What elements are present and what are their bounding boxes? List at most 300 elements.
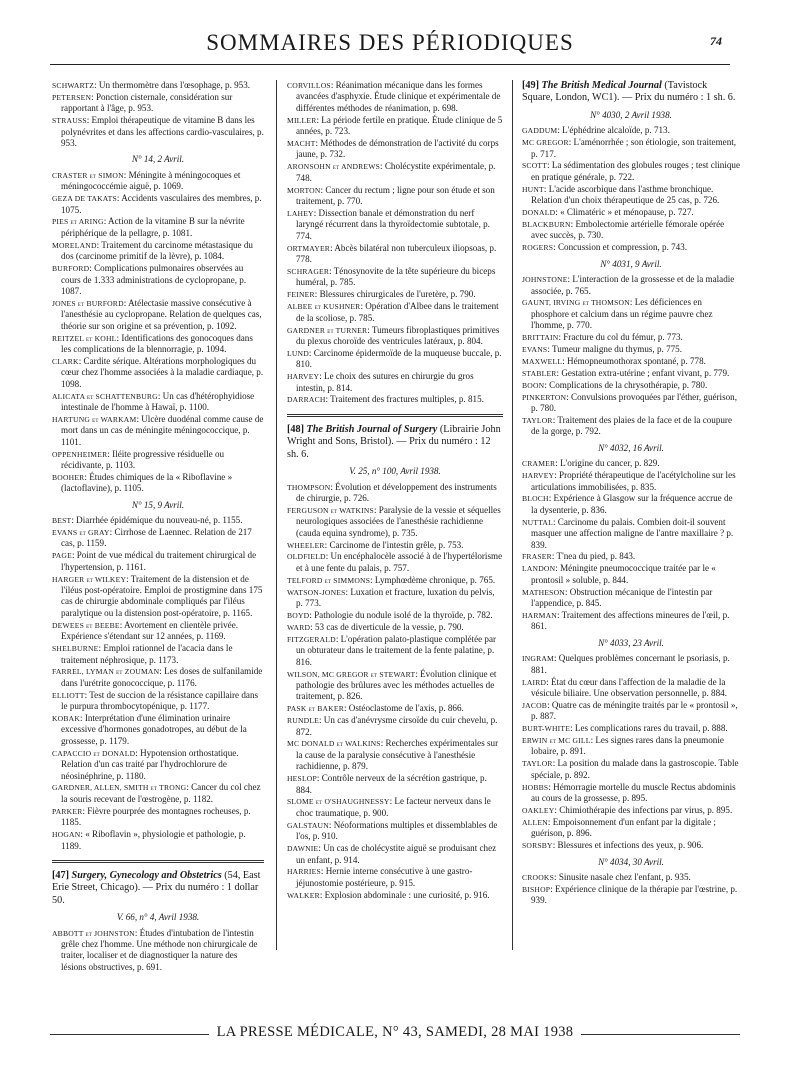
issue-heading: N° 4031, 9 Avril. bbox=[600, 258, 662, 269]
article-title: : Évolution clinique et pathologie des brûlures avec les méthodes actuelles de traitement, p. 826. bbox=[296, 668, 497, 702]
article-title: : Études d'intubation de l'intestin grêle chez l'homme. Une méthode non chirurgicale de traiter, localiser et de diagnostiquer la nature des lésions obstructives, p. 691. bbox=[61, 927, 258, 972]
article-entry bbox=[287, 575, 503, 586]
article-authors: ERWIN et MC GILL bbox=[522, 736, 591, 746]
article-title: : Opération d'Albee dans le traitement de la scoliose, p. 785. bbox=[296, 301, 499, 323]
column-divider bbox=[276, 80, 277, 950]
article-title: : Atélectasie massive consécutive à l'anesthésie au cyclopropane. Relation de quelques cas, théorie sur son origine et sa prévention, p. 1092. bbox=[61, 297, 262, 331]
article-authors: BOYD bbox=[287, 610, 310, 620]
article-title: : Les déficiences en phosphore et calcium dans un régime pauvre chez l'homme, p. 770. bbox=[531, 297, 713, 331]
article-entry bbox=[522, 758, 740, 781]
article-authors: SLOME et O'SHAUGHNESSY bbox=[287, 797, 390, 807]
article-title: : La sédimentation des globules rouges ; test clinique en pratique générale, p. 722. bbox=[531, 160, 741, 182]
article-entry bbox=[522, 415, 740, 438]
article-title: : Lymphœdème chronique, p. 765. bbox=[370, 574, 496, 585]
article-title: : Avortement en clientèle privée. Expérience s'étendant sur 12 années, p. 1169. bbox=[61, 619, 239, 642]
article-entry bbox=[522, 207, 740, 218]
article-authors: PETERSEN bbox=[52, 92, 92, 102]
article-authors: MILLER bbox=[287, 115, 317, 125]
article-title: : Tumeurs fibroplastiques primitives du plexus choroïde des ventricules latéraux, p. 804. bbox=[296, 324, 500, 346]
article-authors: BOON bbox=[522, 380, 545, 390]
article-title: : Blessures et infections des yeux, p. 906. bbox=[552, 840, 704, 851]
article-title: : Complications de la chrysothérapie, p. 780. bbox=[544, 379, 708, 390]
article-entry bbox=[522, 344, 740, 355]
article-title: : Convulsions provoquées par l'éther, guérison, p. 780. bbox=[531, 391, 737, 414]
article-authors: KOBAK bbox=[52, 714, 81, 724]
article-entry bbox=[287, 348, 503, 371]
article-entry bbox=[522, 297, 740, 331]
article-entry bbox=[287, 161, 503, 184]
article-title: : Les signes rares dans la pneumonie lobaire, p. 891. bbox=[531, 735, 724, 757]
article-entry bbox=[522, 653, 740, 676]
article-entry bbox=[52, 782, 264, 805]
journal-number: [48] bbox=[287, 423, 304, 435]
article-authors: HARVEY bbox=[522, 471, 555, 481]
article-authors: LANDON bbox=[522, 564, 556, 574]
article-entry bbox=[287, 208, 503, 242]
article-authors: EVANS bbox=[522, 345, 548, 355]
journal-details: (54, East Erie Street, Chicago). — Prix du numéro : 1 dollar 50. bbox=[52, 869, 261, 906]
article-authors: ARONSOHN et ANDREWS bbox=[287, 162, 381, 172]
article-title: : Le facteur nerveux dans le choc traumatique, p. 900. bbox=[296, 796, 491, 818]
article-entry bbox=[52, 620, 264, 643]
article-title: : Évolution et développement des instruments de chirurgie, p. 726. bbox=[296, 481, 497, 503]
article-title: : Action de la vitamine B sur la névrite périphérique de la pellagre, p. 1081. bbox=[61, 216, 245, 238]
article-entry bbox=[52, 690, 264, 713]
article-authors: BLOCH bbox=[522, 494, 549, 504]
article-authors: JACOB bbox=[522, 700, 548, 710]
article-entry bbox=[52, 193, 264, 216]
article-entry bbox=[52, 391, 264, 414]
article-title: : Propriété thérapeutique de l'acétylcholine sur les articulations immobilisées, p. 835. bbox=[531, 470, 736, 492]
article-authors: CRAMER bbox=[522, 459, 556, 469]
article-entry bbox=[287, 634, 503, 668]
article-entry bbox=[287, 243, 503, 266]
article-entry bbox=[287, 185, 503, 208]
article-title: : Néoformations multiples et dissemblables de l'os, p. 910. bbox=[296, 819, 498, 842]
article-title: : Les complications rares du travail, p. 888. bbox=[570, 723, 728, 734]
article-title: : Traitement des plaies de la face et de la coupure de la gorge, p. 792. bbox=[531, 414, 732, 437]
article-entry bbox=[287, 325, 503, 348]
article-authors: GARDNER et TURNER bbox=[287, 325, 368, 335]
article-entry bbox=[522, 782, 740, 805]
article-entry bbox=[287, 610, 503, 621]
article-entry bbox=[52, 550, 264, 573]
article-entry bbox=[52, 666, 264, 689]
article-title: : Paralysie de la vessie et séquelles neurologiques associées de l'anesthésie rachidienne (cauda equina syndrome), p. 735. bbox=[296, 504, 501, 538]
article-title: : Un cas d'hétérophyidiose intestinale de l'homme à Hawaï, p. 1100. bbox=[61, 390, 255, 412]
article-entry bbox=[522, 610, 740, 633]
article-authors: ELLIOTT bbox=[52, 690, 85, 700]
article-entry bbox=[52, 240, 264, 263]
article-authors: LUND bbox=[287, 348, 309, 358]
article-authors: WARD bbox=[287, 622, 311, 632]
article-authors: PIES et ARING bbox=[52, 217, 104, 227]
article-title: : Méningite à méningocoques et méningococcémie aiguë, p. 1069. bbox=[61, 169, 241, 192]
article-entry bbox=[287, 505, 503, 539]
article-authors: CAPACCIO et DONALD bbox=[52, 748, 136, 758]
article-authors: WATSON-JONES bbox=[287, 587, 346, 597]
article-authors: CLARK bbox=[52, 356, 79, 366]
journal-details: (Tavistock Square, London, WC1). — Prix du numéro : 1 sh. 6. bbox=[522, 80, 736, 104]
article-authors: FARREL, LYMAN et ZOUMAN bbox=[52, 667, 160, 677]
issue-heading: N° 4034, 30 Avril. bbox=[598, 856, 664, 867]
article-entry bbox=[522, 493, 740, 516]
article-entry bbox=[522, 470, 740, 493]
article-entry bbox=[522, 587, 740, 610]
page-footer bbox=[50, 1024, 740, 1044]
article-title: : Réanimation mécanique dans les formes avancées d'asphyxie. Étude clinique et expérimentale de différentes méthodes de réanimation, p. 698. bbox=[296, 80, 501, 113]
article-entry bbox=[287, 738, 503, 772]
article-authors: DARRACH bbox=[287, 395, 326, 405]
article-title: : Études chimiques de la « Riboflavine » (lactoflavine), p. 1105. bbox=[61, 471, 233, 494]
article-authors: BISHOP bbox=[522, 884, 551, 894]
article-entry bbox=[522, 368, 740, 379]
issue-heading: N° 4030, 2 Avril 1938. bbox=[590, 109, 672, 120]
article-authors: PINKERTON bbox=[522, 392, 567, 402]
article-title: : Chimiothérapie des infections par virus, p. 895. bbox=[554, 804, 733, 815]
article-title: : Cancer du rectum ; ligne pour son étude et son traitement, p. 770. bbox=[296, 184, 495, 207]
article-title: : Hernie interne consécutive à une gastro-jéjunostomie postérieure, p. 915. bbox=[296, 866, 473, 888]
article-authors: MACHT bbox=[287, 139, 316, 149]
article-authors: ROGERS bbox=[522, 243, 554, 253]
article-authors: FITZGERALD bbox=[287, 634, 336, 644]
article-title: : Pathologie du nodule isolé de la thyroïde, p. 782. bbox=[309, 609, 493, 620]
article-authors: HOBBS bbox=[522, 782, 549, 792]
issue-heading: N° 4032, 16 Avril. bbox=[598, 442, 664, 453]
article-entry bbox=[287, 138, 503, 161]
article-title: : L'opération palato-plastique complétée par un obturateur dans le traitement de la fente palatine, p. 816. bbox=[296, 633, 497, 667]
column-right bbox=[522, 80, 740, 907]
article-entry bbox=[287, 289, 503, 300]
journal-heading bbox=[522, 80, 740, 105]
article-entry bbox=[52, 298, 264, 332]
article-title: : Cholécystite expérimentale, p. 748. bbox=[296, 161, 496, 183]
article-authors: SCHRAGER bbox=[287, 267, 330, 276]
article-title: : Un cas d'anévrysme cirsoïde du cuir chevelu, p. 872. bbox=[296, 715, 498, 737]
article-title: : Un thermomètre dans l'œsophage, p. 953. bbox=[94, 80, 251, 90]
article-title: : Empoisonnement d'un enfant par la digitale ; guérison, p. 896. bbox=[531, 816, 716, 839]
article-title: : Blessures chirurgicales de l'uretère, p. 790. bbox=[314, 289, 476, 300]
article-title: : Hémorragie mortelle du muscle Rectus abdominis au cours de la grossesse, p. 895. bbox=[531, 781, 736, 804]
article-entry bbox=[52, 414, 264, 448]
article-entry bbox=[287, 371, 503, 394]
article-title: : Emploi thérapeutique de vitamine B dans les polynévrites et dans les affections cardio-vasculaires, p. 953. bbox=[61, 115, 264, 149]
article-entry bbox=[287, 394, 503, 405]
article-entry bbox=[522, 160, 740, 183]
article-entry bbox=[52, 713, 264, 747]
article-title: : Hémopneumothorax spontané, p. 778. bbox=[562, 355, 706, 366]
article-authors: TAYLOR bbox=[522, 759, 553, 769]
article-title: : Ténosynovite de la tête supérieure du biceps huméral, p. 785. bbox=[296, 266, 496, 288]
journal-number: [49] bbox=[522, 80, 539, 91]
article-title: : Diarrhée épidémique du nouveau-né, p. 1155. bbox=[71, 515, 243, 526]
article-authors: STRAUSS bbox=[52, 116, 87, 126]
article-authors: WILSON, MC GREGOR et STEWART bbox=[287, 669, 416, 679]
article-authors: MATHESON bbox=[522, 587, 565, 597]
article-authors: LAIRD bbox=[522, 677, 547, 687]
article-title: : Embolectomie artérielle fémorale opérée avec succès, p. 730. bbox=[531, 218, 725, 241]
article-authors: ALICATA et SCHATTENBURG bbox=[52, 391, 158, 401]
article-authors: SHELBURNE bbox=[52, 644, 99, 654]
article-title: : Méningite pneumococcique traitée par le « prontosil » soluble, p. 844. bbox=[531, 563, 716, 585]
article-title: : Recherches expérimentales sur la cause de la paralysie consécutive à l'anesthésie rachidienne, p. 879. bbox=[296, 738, 499, 772]
article-title: : Abcès bilatéral non tuberculeux iliopsoas, p. 778. bbox=[296, 242, 497, 265]
article-title: : Les doses de sulfanilamide dans l'urétrite gonococcique, p. 1176. bbox=[61, 666, 263, 688]
article-entry bbox=[287, 890, 503, 901]
article-entry bbox=[287, 266, 503, 289]
article-authors: STABLER bbox=[522, 368, 557, 378]
article-entry bbox=[287, 703, 503, 714]
article-title: : Carcinome épidermoïde de la muqueuse buccale, p. 810. bbox=[296, 347, 502, 370]
article-entry bbox=[52, 356, 264, 390]
article-entry bbox=[52, 170, 264, 193]
article-title: : Cancer du col chez la souris recevant de l'œstrogène, p. 1182. bbox=[61, 782, 261, 804]
column-left bbox=[52, 80, 264, 974]
article-entry bbox=[52, 92, 264, 115]
article-authors: THOMPSON bbox=[287, 482, 331, 492]
article-title: : Un encéphalocèle associé à de l'hypertélorisme et à une fente du palais, p. 757. bbox=[296, 551, 503, 573]
article-entry bbox=[287, 715, 503, 738]
article-authors: HOGAN bbox=[52, 830, 81, 840]
article-authors: SCHWARTZ bbox=[52, 81, 95, 90]
article-authors: CROOKS bbox=[522, 873, 555, 882]
article-authors: DEWEES et BEEBE bbox=[52, 620, 120, 630]
article-entry bbox=[52, 527, 264, 550]
journal-heading bbox=[287, 414, 503, 461]
article-entry bbox=[522, 392, 740, 415]
article-authors: BRITTAIN bbox=[522, 333, 559, 343]
article-authors: HARTUNG et WARKAM bbox=[52, 414, 137, 424]
article-title: : Ulcère duodénal comme cause de mort dans un cas de méningite méningococcique, p. 1101. bbox=[61, 413, 264, 447]
article-entry bbox=[52, 449, 264, 472]
article-title: : Expérience à Glasgow sur la fréquence accrue de la dysenterie, p. 836. bbox=[531, 493, 733, 515]
article-entry bbox=[52, 806, 264, 829]
article-title: : Cardite sérique. Altérations morphologiques du cœur chez l'homme associées à la maladie cardiaque, p. 1098. bbox=[61, 355, 264, 389]
article-entry bbox=[287, 669, 503, 703]
article-title: : Gestation extra-utérine ; enfant vivant, p. 779. bbox=[556, 367, 730, 378]
article-entry bbox=[522, 380, 740, 391]
article-entry bbox=[287, 482, 503, 505]
article-authors: FEINER bbox=[287, 290, 315, 300]
article-title: : État du cœur dans l'affection de la maladie de la vésicule biliaire. Une observation personnelle, p. 884. bbox=[531, 676, 727, 698]
article-entry bbox=[522, 125, 740, 136]
article-authors: TELFORD et SIMMONS bbox=[287, 575, 371, 585]
journal-title: The British Medical Journal bbox=[541, 80, 662, 91]
article-authors: BURT-WHITE bbox=[522, 724, 571, 734]
article-title: : Fièvre pourprée des montagnes rocheuses, p. 1185. bbox=[61, 805, 251, 828]
article-authors: NUTTAL bbox=[522, 517, 553, 527]
article-authors: ALLEN bbox=[522, 817, 548, 827]
article-title: : Traitement du carcinome métastasique du dos (carcinome primitif de la lèvre), p. 1084. bbox=[61, 239, 253, 262]
article-title: : 53 cas de diverticule de la vessie, p. 790. bbox=[310, 621, 464, 632]
article-entry bbox=[287, 551, 503, 574]
article-authors: HARVEY bbox=[287, 372, 320, 382]
article-authors: WHEELER bbox=[287, 540, 325, 550]
article-title: : L'acide ascorbique dans l'asthme bronchique. Relation d'un choix thérapeutique de 25 cas, p. 726. bbox=[531, 183, 720, 206]
article-entry bbox=[522, 274, 740, 297]
article-title: : L'aménorrhée ; son étiologie, son traitement, p. 717. bbox=[531, 137, 737, 159]
article-entry bbox=[522, 356, 740, 367]
article-authors: PAGE bbox=[52, 551, 72, 561]
article-title: : Hypotension orthostatique. Relation d'un cas traité par l'hydrochlorure de néosinéphrine, p. 1180. bbox=[61, 747, 239, 781]
article-authors: ORTMAYER bbox=[287, 243, 331, 253]
journal-number: [47] bbox=[52, 869, 69, 881]
journal-title: The British Journal of Surgery bbox=[306, 423, 438, 435]
article-authors: WALKER bbox=[287, 890, 320, 900]
article-authors: MC DONALD et WALKINS bbox=[287, 739, 381, 749]
article-entry bbox=[522, 677, 740, 700]
article-authors: MORTON bbox=[287, 185, 321, 195]
article-authors: TAYLOR bbox=[522, 415, 553, 425]
issue-heading: N° 15, 9 Avril. bbox=[131, 499, 185, 510]
article-title: : La période fertile en pratique. Étude clinique de 5 années, p. 723. bbox=[296, 114, 503, 137]
column-divider bbox=[512, 80, 513, 950]
article-title: : Accidents vasculaires des membres, p. 1075. bbox=[61, 193, 262, 215]
article-title: : Interprétation d'une élimination urinaire excessive d'hormones gonadotropes, au début de la grossesse, p. 1179. bbox=[61, 713, 247, 746]
article-entry bbox=[522, 242, 740, 253]
article-title: : Obstruction mécanique de l'intestin par l'appendice, p. 845. bbox=[531, 586, 713, 609]
article-entry bbox=[522, 872, 740, 883]
article-authors: BEST bbox=[52, 516, 72, 526]
page-header bbox=[50, 30, 730, 65]
article-title: : Ponction cisternale, considération sur rapportant à l'âge, p. 953. bbox=[61, 91, 233, 114]
article-title: : Traitement des fractures multiples, p. 815. bbox=[325, 394, 484, 405]
article-title: : Quatre cas de méningite traités par le « prontosil », p. 887. bbox=[531, 699, 738, 722]
article-entry bbox=[287, 80, 503, 114]
article-entry bbox=[522, 817, 740, 840]
article-entry bbox=[52, 472, 264, 495]
article-authors: FRASER bbox=[522, 552, 552, 562]
article-entry bbox=[287, 843, 503, 866]
article-entry bbox=[522, 517, 740, 551]
article-entry bbox=[52, 263, 264, 297]
journal-details: (Librairie John Wright and Sons, Bristol). — Prix du numéro : 12 sh. 6. bbox=[287, 423, 501, 460]
article-title: : T'nea du pied, p. 843. bbox=[551, 551, 636, 562]
article-title: : Tumeur maligne du thymus, p. 775. bbox=[547, 344, 682, 355]
article-entry bbox=[522, 884, 740, 907]
journal-title: Surgery, Gynecology and Obstetrics bbox=[71, 869, 222, 881]
article-authors: ALBEE et KUSHNER bbox=[287, 302, 361, 312]
article-authors: GALSTAUN bbox=[287, 820, 329, 830]
article-authors: HESLOP bbox=[287, 774, 317, 784]
article-entry bbox=[522, 184, 740, 207]
article-entry bbox=[52, 748, 264, 782]
article-title: : Point de vue médical du traitement chirurgical de l'hypertension, p. 1161. bbox=[61, 550, 257, 572]
article-authors: DONALD bbox=[522, 208, 556, 218]
article-entry bbox=[522, 700, 740, 723]
article-entry bbox=[52, 928, 264, 974]
article-title: : Le choix des sutures en chirurgie du gros intestin, p. 814. bbox=[296, 371, 474, 393]
article-entry bbox=[52, 115, 264, 149]
article-title: : Emploi rationnel de l'acacia dans le traitement néphrosique, p. 1173. bbox=[61, 643, 233, 665]
article-title: : Un cas de cholécystite aiguë se produisant chez un enfant, p. 914. bbox=[296, 843, 497, 865]
article-entry bbox=[287, 540, 503, 551]
footer-text: LA PRESSE MÉDICALE, N° 43, SAMEDI, 28 MAI 1938 bbox=[209, 1024, 582, 1040]
article-title: : L'éphédrine alcaloïde, p. 713. bbox=[557, 125, 670, 136]
article-title: : Méthodes de démonstration de l'activité du corps jaune, p. 732. bbox=[296, 138, 499, 160]
article-title: : Carcinome du palais. Combien doit-il souvent masquer une affection maligne de l'antre maxillaire ? p. 839. bbox=[531, 516, 734, 550]
article-authors: GADDUM bbox=[522, 126, 558, 136]
article-authors: GEZA DE TAKATS bbox=[52, 194, 117, 204]
article-authors: CORVILLOS bbox=[287, 81, 331, 90]
article-entry bbox=[522, 551, 740, 562]
article-entry bbox=[52, 515, 264, 526]
article-authors: BLACKBURN bbox=[522, 219, 571, 229]
article-authors: PARKER bbox=[52, 806, 83, 816]
article-entry bbox=[522, 332, 740, 343]
article-authors: BURFORD bbox=[52, 264, 90, 274]
article-authors: CRASTER et SIMON bbox=[52, 170, 124, 180]
article-title: : La position du malade dans la gastroscopie. Table spéciale, p. 892. bbox=[531, 758, 739, 780]
article-title: : Identifications des gonocoques dans les complications de la blennorragie, p. 1094. bbox=[61, 332, 253, 354]
article-title: : Sinusite nasale chez l'enfant, p. 935. bbox=[554, 872, 691, 882]
article-entry bbox=[522, 563, 740, 586]
article-authors: INGRAM bbox=[522, 654, 554, 664]
article-entry bbox=[52, 216, 264, 239]
article-title: : Traitement de la distension et de l'iléus post-opératoire. Emploi de prostigmine dans 175 cas de chirurgie abdominale compliqués par l'iléus paralytique ou la distension post-opératoire, p. 1165. bbox=[61, 573, 263, 618]
article-title: : Dissection banale et démonstration du nerf laryngé récurrent dans la thyroïdectomie subtotale, p. 774. bbox=[296, 207, 490, 241]
article-authors: LAHEY bbox=[287, 208, 314, 218]
article-entry bbox=[522, 137, 740, 160]
article-authors: JONES et BURFORD bbox=[52, 298, 124, 308]
article-authors: SCOTT bbox=[522, 161, 548, 171]
journal-heading bbox=[52, 860, 264, 907]
article-entry bbox=[52, 333, 264, 356]
column-middle bbox=[287, 80, 503, 902]
article-authors: HARRIES bbox=[287, 867, 321, 877]
article-title: : Complications pulmonaires observées au cours de 1.333 administrations de cyclopropane, p. 1087. bbox=[61, 263, 247, 296]
article-entry bbox=[287, 773, 503, 796]
article-entry bbox=[52, 574, 264, 620]
article-title: : Quelques problèmes concernant le psoriasis, p. 881. bbox=[531, 653, 730, 675]
article-authors: OLDFIELD bbox=[287, 552, 326, 562]
article-authors: MORELAND bbox=[52, 240, 97, 250]
article-title: : « Riboflavin », physiologie et pathologie, p. 1189. bbox=[61, 829, 246, 851]
article-authors: REITZEL et KOHL bbox=[52, 333, 117, 343]
issue-heading: N° 4033, 23 Avril. bbox=[598, 637, 664, 648]
article-title: : Concussion et compression, p. 743. bbox=[553, 242, 688, 253]
article-entry bbox=[287, 115, 503, 138]
issue-heading: V. 66, n° 4, Avril 1938. bbox=[116, 912, 200, 923]
article-authors: HARGER et WILKEY bbox=[52, 574, 127, 584]
article-authors: EVANS et GRAY bbox=[52, 528, 110, 538]
article-title: : Contrôle nerveux de la sécrétion gastrique, p. 884. bbox=[296, 773, 487, 795]
article-title: : Explosion abdominale : une curiosité, p. 916. bbox=[319, 889, 490, 900]
article-entry bbox=[522, 735, 740, 758]
article-authors: HARMAN bbox=[522, 610, 557, 620]
article-entry bbox=[522, 805, 740, 816]
article-title: : Fracture du col du fémur, p. 773. bbox=[558, 332, 683, 343]
article-title: : Luxation et fracture, luxation du pelvis, p. 773. bbox=[296, 586, 495, 609]
article-authors: GAUNT, IRVING et THOMSON bbox=[522, 298, 630, 308]
article-authors: ABBOTT et JOHNSTON bbox=[52, 928, 135, 938]
page-title: SOMMAIRES DES PÉRIODIQUES bbox=[206, 30, 574, 55]
article-title: : L'origine du cancer, p. 829. bbox=[555, 458, 660, 469]
article-entry bbox=[287, 866, 503, 889]
issue-heading: N° 14, 2 Avril. bbox=[131, 154, 185, 165]
article-authors: SORSBY bbox=[522, 841, 553, 851]
article-entry bbox=[522, 458, 740, 469]
article-authors: MC GREGOR bbox=[522, 138, 569, 148]
article-authors: OPPENHEIMER bbox=[52, 449, 108, 459]
article-title: : Ostéoclastome de l'axis, p. 866. bbox=[343, 703, 464, 714]
article-title: : Expérience clinique de la thérapie par l'œstrine, p. 939. bbox=[531, 883, 738, 906]
article-authors: BOOHER bbox=[52, 472, 85, 482]
article-authors: JOHNSTONE bbox=[522, 275, 568, 285]
article-title: : « Climatéric » et ménopause, p. 727. bbox=[555, 207, 694, 218]
article-authors: OAKLEY bbox=[522, 805, 555, 815]
article-authors: MAXWELL bbox=[522, 356, 563, 366]
